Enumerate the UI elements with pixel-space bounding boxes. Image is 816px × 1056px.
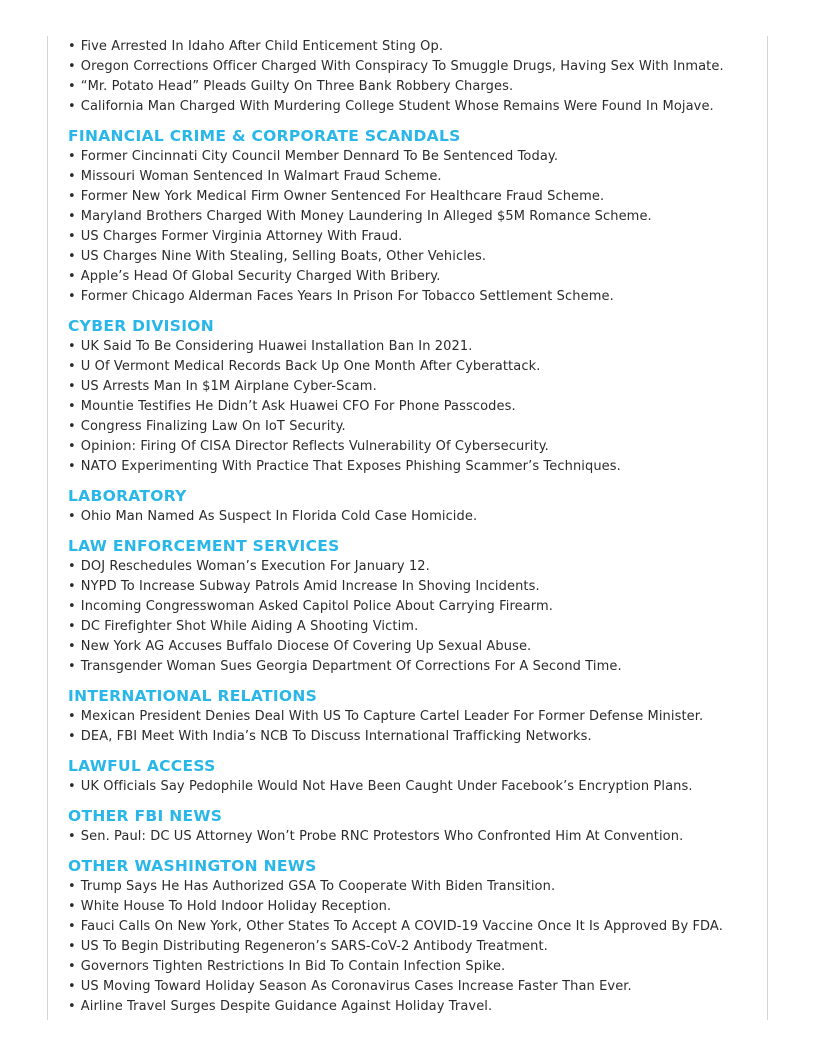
- news-item[interactable]: [68, 207, 758, 227]
- news-item-text[interactable]: Former Cincinnati City Council Member Dennard To Be Sentenced Today.: [80, 149, 559, 164]
- bullet-icon: •: [68, 919, 76, 934]
- news-sections: [68, 126, 758, 1017]
- news-item[interactable]: [68, 877, 758, 897]
- section-title: FINANCIAL CRIME & CORPORATE SCANDALS: [68, 127, 461, 145]
- news-item-text[interactable]: US Arrests Man In $1M Airplane Cyber-Scam.: [80, 379, 377, 394]
- news-list: [68, 557, 758, 677]
- news-item-text[interactable]: Oregon Corrections Officer Charged With Conspiracy To Smuggle Drugs, Having Sex With Inmate.: [80, 59, 724, 74]
- news-item[interactable]: [68, 267, 758, 287]
- news-item[interactable]: [68, 437, 758, 457]
- news-item-text[interactable]: Transgender Woman Sues Georgia Department Of Corrections For A Second Time.: [80, 659, 622, 674]
- news-item-text[interactable]: UK Said To Be Considering Huawei Installation Ban In 2021.: [80, 339, 473, 354]
- news-item-text[interactable]: Five Arrested In Idaho After Child Enticement Sting Op.: [80, 39, 444, 54]
- news-item[interactable]: [68, 167, 758, 187]
- bullet-icon: •: [68, 959, 76, 974]
- news-item-text[interactable]: US To Begin Distributing Regeneron’s SARS-CoV-2 Antibody Treatment.: [80, 939, 548, 954]
- news-item-text[interactable]: NYPD To Increase Subway Patrols Amid Increase In Shoving Incidents.: [80, 579, 540, 594]
- news-list: [68, 827, 758, 847]
- section-law-enforcement-services: [68, 536, 758, 677]
- news-item-text[interactable]: DOJ Reschedules Woman’s Execution For January 12.: [80, 559, 430, 574]
- news-item-text[interactable]: DC Firefighter Shot While Aiding A Shooting Victim.: [80, 619, 419, 634]
- bullet-icon: •: [68, 79, 76, 94]
- news-item-text[interactable]: Former Chicago Alderman Faces Years In Prison For Tobacco Settlement Scheme.: [80, 289, 614, 304]
- news-item[interactable]: [68, 897, 758, 917]
- news-item[interactable]: [68, 397, 758, 417]
- news-list: [68, 877, 758, 1017]
- bullet-icon: •: [68, 729, 76, 744]
- bullet-icon: •: [68, 459, 76, 474]
- news-item[interactable]: [68, 727, 758, 747]
- news-item[interactable]: [68, 417, 758, 437]
- news-item-text[interactable]: Governors Tighten Restrictions In Bid To Contain Infection Spike.: [80, 959, 506, 974]
- news-item-text[interactable]: Mexican President Denies Deal With US To Capture Cartel Leader For Former Defense Minister.: [80, 709, 704, 724]
- bullet-icon: •: [68, 269, 76, 284]
- news-item[interactable]: [68, 597, 758, 617]
- section-other-washington-news: [68, 856, 758, 1017]
- news-item[interactable]: [68, 637, 758, 657]
- news-item-text[interactable]: Apple’s Head Of Global Security Charged With Bribery.: [80, 269, 441, 284]
- news-item[interactable]: [68, 147, 758, 167]
- bullet-icon: •: [68, 579, 76, 594]
- bullet-icon: •: [68, 939, 76, 954]
- news-list: [68, 147, 758, 307]
- news-item-text[interactable]: “Mr. Potato Head” Pleads Guilty On Three Bank Robbery Charges.: [80, 79, 514, 94]
- section-title: INTERNATIONAL RELATIONS: [68, 687, 318, 705]
- news-item-text[interactable]: Fauci Calls On New York, Other States To Accept A COVID-19 Vaccine Once It Is Approved By FDA.: [80, 919, 723, 934]
- news-item-text[interactable]: Sen. Paul: DC US Attorney Won’t Probe RNC Protestors Who Confronted Him At Convention.: [80, 829, 684, 844]
- bullet-icon: •: [68, 59, 76, 74]
- section-title: LAWFUL ACCESS: [68, 757, 216, 775]
- news-item[interactable]: [68, 937, 758, 957]
- news-item-text[interactable]: Airline Travel Surges Despite Guidance Against Holiday Travel.: [80, 999, 493, 1014]
- news-item[interactable]: [68, 287, 758, 307]
- bullet-icon: •: [68, 149, 76, 164]
- news-item-text[interactable]: Opinion: Firing Of CISA Director Reflects Vulnerability Of Cybersecurity.: [80, 439, 549, 454]
- news-item[interactable]: [68, 657, 758, 677]
- bullet-icon: •: [68, 829, 76, 844]
- bullet-icon: •: [68, 39, 76, 54]
- bullet-icon: •: [68, 289, 76, 304]
- news-item[interactable]: [68, 227, 758, 247]
- news-item-text[interactable]: Ohio Man Named As Suspect In Florida Cold Case Homicide.: [80, 509, 478, 524]
- news-item-text[interactable]: Former New York Medical Firm Owner Sentenced For Healthcare Fraud Scheme.: [80, 189, 605, 204]
- bullet-icon: •: [68, 509, 76, 524]
- news-item[interactable]: [68, 187, 758, 207]
- bullet-icon: •: [68, 439, 76, 454]
- section-title: CYBER DIVISION: [68, 317, 215, 335]
- news-item[interactable]: [68, 37, 758, 57]
- bullet-icon: •: [68, 209, 76, 224]
- news-item[interactable]: [68, 577, 758, 597]
- news-item[interactable]: [68, 457, 758, 477]
- bullet-icon: •: [68, 359, 76, 374]
- bullet-icon: •: [68, 379, 76, 394]
- section-financial-crime-and-corporate-scandals: [68, 126, 758, 307]
- news-item[interactable]: [68, 357, 758, 377]
- news-item-text[interactable]: DEA, FBI Meet With India’s NCB To Discuss International Trafficking Networks.: [80, 729, 592, 744]
- section-title: LABORATORY: [68, 487, 187, 505]
- bullet-icon: •: [68, 419, 76, 434]
- news-item-text[interactable]: US Charges Former Virginia Attorney With Fraud.: [80, 229, 403, 244]
- news-item-text[interactable]: US Moving Toward Holiday Season As Coronavirus Cases Increase Faster Than Ever.: [80, 979, 632, 994]
- news-item[interactable]: [68, 777, 758, 797]
- bullet-icon: •: [68, 99, 76, 114]
- section-title: OTHER FBI NEWS: [68, 807, 223, 825]
- news-item[interactable]: [68, 507, 758, 527]
- bullet-icon: •: [68, 399, 76, 414]
- section-title: OTHER WASHINGTON NEWS: [68, 857, 317, 875]
- newsletter-content: [68, 37, 758, 1017]
- news-item[interactable]: [68, 77, 758, 97]
- news-item[interactable]: [68, 707, 758, 727]
- bullet-icon: •: [68, 879, 76, 894]
- news-item-text[interactable]: Incoming Congresswoman Asked Capitol Police About Carrying Firearm.: [80, 599, 553, 614]
- bullet-icon: •: [68, 709, 76, 724]
- section-title: LAW ENFORCEMENT SERVICES: [68, 537, 340, 555]
- bullet-icon: •: [68, 339, 76, 354]
- bullet-icon: •: [68, 999, 76, 1014]
- news-item[interactable]: [68, 97, 758, 117]
- section-lawful-access: [68, 756, 758, 797]
- news-item[interactable]: [68, 977, 758, 997]
- news-item[interactable]: [68, 247, 758, 267]
- news-item-text[interactable]: US Charges Nine With Stealing, Selling Boats, Other Vehicles.: [80, 249, 487, 264]
- bullet-icon: •: [68, 249, 76, 264]
- news-item[interactable]: [68, 57, 758, 77]
- news-item-text[interactable]: California Man Charged With Murdering College Student Whose Remains Were Found In Mojave.: [80, 99, 714, 114]
- news-item-text[interactable]: White House To Hold Indoor Holiday Reception.: [80, 899, 392, 914]
- news-item[interactable]: [68, 557, 758, 577]
- news-item-text[interactable]: NATO Experimenting With Practice That Exposes Phishing Scammer’s Techniques.: [80, 459, 621, 474]
- news-list: [68, 777, 758, 797]
- bullet-icon: •: [68, 229, 76, 244]
- news-list: [68, 707, 758, 747]
- section-other-fbi-news: [68, 806, 758, 847]
- news-item-text[interactable]: UK Officials Say Pedophile Would Not Have Been Caught Under Facebook’s Encryption Plans.: [80, 779, 693, 794]
- news-item-text[interactable]: U Of Vermont Medical Records Back Up One Month After Cyberattack.: [80, 359, 541, 374]
- bullet-icon: •: [68, 899, 76, 914]
- news-list: [68, 337, 758, 477]
- news-item-text[interactable]: Trump Says He Has Authorized GSA To Cooperate With Biden Transition.: [80, 879, 556, 894]
- bullet-icon: •: [68, 599, 76, 614]
- bullet-icon: •: [68, 779, 76, 794]
- bullet-icon: •: [68, 979, 76, 994]
- news-item-text[interactable]: Missouri Woman Sentenced In Walmart Fraud Scheme.: [80, 169, 442, 184]
- section-international-relations: [68, 686, 758, 747]
- bullet-icon: •: [68, 659, 76, 674]
- news-item-text[interactable]: Maryland Brothers Charged With Money Laundering In Alleged $5M Romance Scheme.: [80, 209, 652, 224]
- bullet-icon: •: [68, 169, 76, 184]
- news-list: [68, 507, 758, 527]
- section-cyber-division: [68, 316, 758, 477]
- bullet-icon: •: [68, 619, 76, 634]
- bullet-icon: •: [68, 639, 76, 654]
- news-item[interactable]: [68, 917, 758, 937]
- news-item-text[interactable]: Congress Finalizing Law On IoT Security.: [80, 419, 346, 434]
- section-laboratory: [68, 486, 758, 527]
- news-item[interactable]: [68, 377, 758, 397]
- bullet-icon: •: [68, 189, 76, 204]
- news-item[interactable]: [68, 957, 758, 977]
- news-item[interactable]: [68, 997, 758, 1017]
- news-item-text[interactable]: New York AG Accuses Buffalo Diocese Of Covering Up Sexual Abuse.: [80, 639, 532, 654]
- news-item[interactable]: [68, 827, 758, 847]
- news-item-text[interactable]: Mountie Testifies He Didn’t Ask Huawei CFO For Phone Passcodes.: [80, 399, 516, 414]
- news-item[interactable]: [68, 617, 758, 637]
- intro-news-list: [68, 37, 758, 117]
- bullet-icon: •: [68, 559, 76, 574]
- news-item[interactable]: [68, 337, 758, 357]
